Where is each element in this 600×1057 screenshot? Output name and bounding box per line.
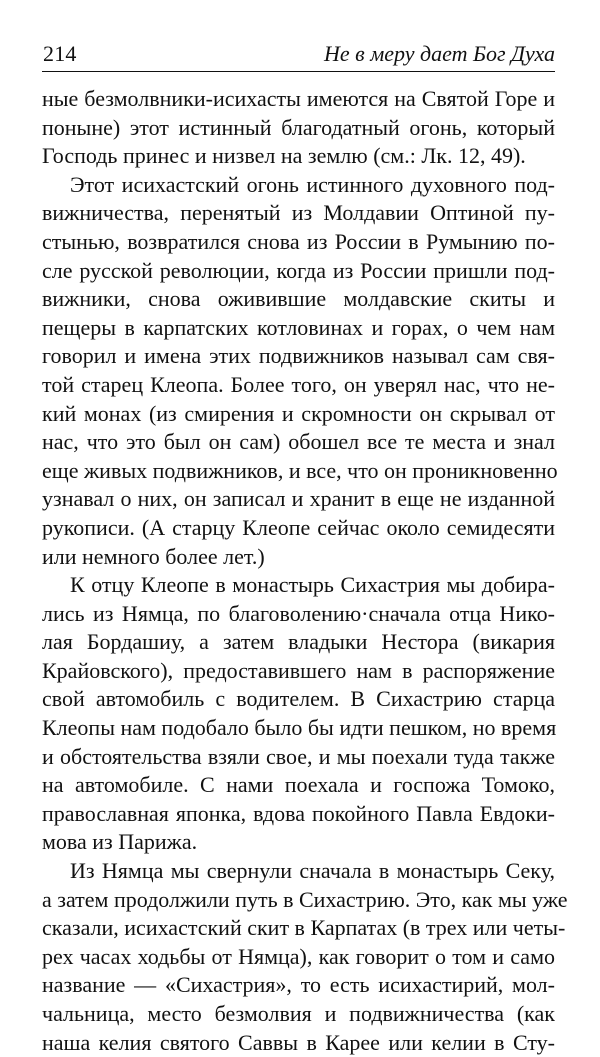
text-line: узнавал о них, он записал и хранит в еще не изданной	[42, 486, 555, 512]
text-line: пещеры в карпатских котловинах и горах, о чем нам	[42, 314, 555, 340]
paragraph	[42, 85, 555, 171]
page-number: 214	[43, 41, 77, 66]
text-line: стынью, возвратился снова из России в Румынию по-	[42, 228, 555, 254]
text-line: мова из Парижа.	[42, 829, 198, 855]
paragraph	[42, 171, 558, 571]
text-line: Клеопы нам подобало было бы идти пешком, но время	[42, 715, 557, 741]
text-line: лись из Нямца, по благоволению·сначала отца Нико-	[42, 600, 555, 626]
text-line: свой автомобиль с водителем. В Сихастрию старца	[42, 686, 555, 712]
text-line: Господь принес и низвел на землю (см.: Лк. 12, 49).	[42, 143, 526, 169]
text-line: на автомобиле. С нами поехала и госпожа Томоко,	[42, 772, 555, 798]
text-line: рукописи. (А старцу Клеопе сейчас около семидесяти	[42, 514, 555, 540]
text-line: сказали, исихастский скит в Карпатах (в трех или четы-	[42, 915, 566, 941]
text-line: вижники, снова оживившие молдавские скиты и	[42, 286, 555, 312]
paragraph	[42, 857, 568, 1057]
text-line: поныне) этот истинный благодатный огонь, который	[42, 114, 555, 140]
text-line: Этот исихастский огонь истинного духовного под-	[70, 171, 555, 197]
text-line: наша келия святого Саввы в Карее или келии в Сту-	[42, 1029, 555, 1055]
text-line: нас, что это был он сам) обошел все те места и знал	[42, 429, 555, 455]
text-line: лая Бордашиу, а затем владыки Нестора (викария	[42, 629, 555, 655]
text-line: рех часах ходьбы от Нямца), как говорит о том и само	[42, 943, 555, 969]
book-page	[42, 40, 568, 1055]
running-title: Не в меру дает Бог Духа	[324, 41, 555, 66]
text-line: К отцу Клеопе в монастырь Сихастрия мы добира-	[70, 572, 555, 598]
text-line: православная японка, вдова покойного Павла Евдоки-	[42, 800, 555, 826]
text-line: и обстоятельства взяли свое, и мы поехали туда также	[42, 743, 555, 769]
text-line: сле русской революции, когда из России пришли под-	[42, 257, 555, 283]
page-header	[42, 40, 555, 76]
text-line: еще живых подвижников, и все, что он проникновенно	[42, 457, 558, 483]
text-line: Крайовского), предоставившего нам в распоряжение	[42, 657, 555, 683]
text-line: или немного более лет.)	[42, 543, 265, 569]
text-line: той старец Клеопа. Более того, он уверял нас, что не-	[42, 371, 555, 397]
text-line: кий монах (из смирения и скромности он скрывал от	[42, 400, 555, 426]
text-line: название — «Сихастрия», то есть исихастирий, мол-	[42, 972, 555, 998]
header-rule	[42, 71, 555, 72]
text-line: Из Нямца мы свернули сначала в монастырь Секу,	[70, 858, 555, 884]
body-text	[42, 76, 568, 1057]
text-line: чальница, место безмолвия и подвижничества (как	[42, 1001, 555, 1026]
text-line: вижничества, перенятый из Молдавии Оптиной пу-	[42, 200, 555, 226]
text-line: говорил и имена этих подвижников называл сам свя-	[42, 343, 555, 369]
text-line: ные безмолвники-исихасты имеются на Святой Горе и	[42, 86, 555, 111]
paragraph	[42, 571, 555, 857]
text-line: а затем продолжили путь в Сихастрию. Это, как мы уже	[42, 886, 568, 912]
